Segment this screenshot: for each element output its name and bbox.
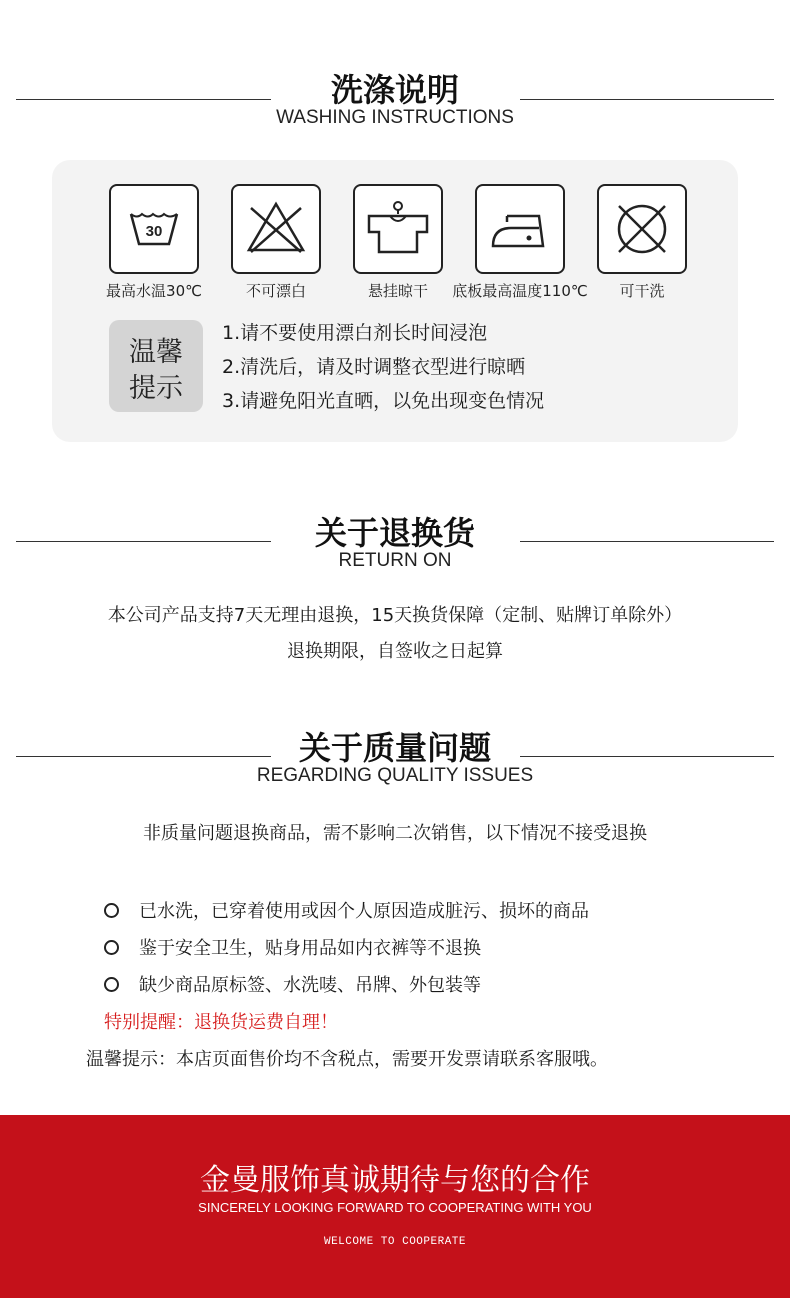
list-item: 已水洗，已穿着使用或因个人原因造成脏污、损坏的商品 (104, 897, 589, 923)
list-item: 缺少商品原标签、水洗唛、吊牌、外包装等 (104, 971, 481, 997)
footer-welcome: WELCOME TO COOPERATE (323, 1236, 467, 1248)
circle-bullet-icon (104, 977, 119, 992)
washing-subtitle: WASHING INSTRUCTIONS (276, 107, 514, 128)
dry-clean-icon (597, 184, 687, 274)
wash-30-icon (109, 184, 199, 274)
icon-label-dryclean: 可干洗 (619, 282, 665, 300)
no-bleach-icon (231, 184, 321, 274)
tip-badge-line2: 提示 (129, 373, 183, 404)
shipping-warning: 特别提醒：退换货运费自理！ (104, 1012, 338, 1033)
invoice-note: 温馨提示：本店页面售价均不含税点，需要开发票请联系客服哦。 (86, 1049, 608, 1070)
washing-title: 洗涤说明 (330, 71, 459, 109)
returns-policy-text: 本公司产品支持7天无理由退换，15天换货保障（定制、贴牌订单除外） (107, 605, 683, 626)
quality-title: 关于质量问题 (298, 729, 491, 767)
returns-title: 关于退换货 (314, 514, 475, 552)
tip-line: 3.请避免阳光直晒，以免出现变色情况 (222, 390, 545, 412)
icon-label-iron: 底板最高温度110℃ (452, 282, 588, 300)
returns-period-text: 退换期限，自签收之日起算 (287, 641, 503, 662)
quality-subtitle: REGARDING QUALITY ISSUES (256, 765, 534, 786)
iron-icon (475, 184, 565, 274)
footer-banner (0, 1115, 790, 1298)
tip-badge-line1: 温馨 (129, 337, 183, 368)
footer-subtitle: SINCERELY LOOKING FORWARD TO COOPERATING WITH YOU (198, 1200, 592, 1215)
tip-line: 2.清洗后，请及时调整衣型进行晾晒 (222, 356, 526, 378)
footer-title: 金曼服饰真诚期待与您的合作 (200, 1163, 590, 1198)
list-item: 鉴于安全卫生，贴身用品如内衣裤等不退换 (104, 934, 481, 960)
icon-label-bleach: 不可漂白 (245, 282, 306, 300)
returns-subtitle: RETURN ON (338, 550, 452, 571)
icon-label-hang: 悬挂晾干 (367, 282, 428, 300)
icon-label-wash: 最高水温30℃ (106, 282, 202, 300)
circle-bullet-icon (104, 940, 119, 955)
tip-line: 1.请不要使用漂白剂长时间浸泡 (222, 322, 488, 344)
tip-badge (109, 320, 203, 412)
quality-intro: 非质量问题退换商品，需不影响二次销售，以下情况不接受退换 (143, 823, 647, 844)
circle-bullet-icon (104, 903, 119, 918)
hang-dry-icon (353, 184, 443, 274)
wash-temp-badge: 30 (145, 223, 163, 240)
